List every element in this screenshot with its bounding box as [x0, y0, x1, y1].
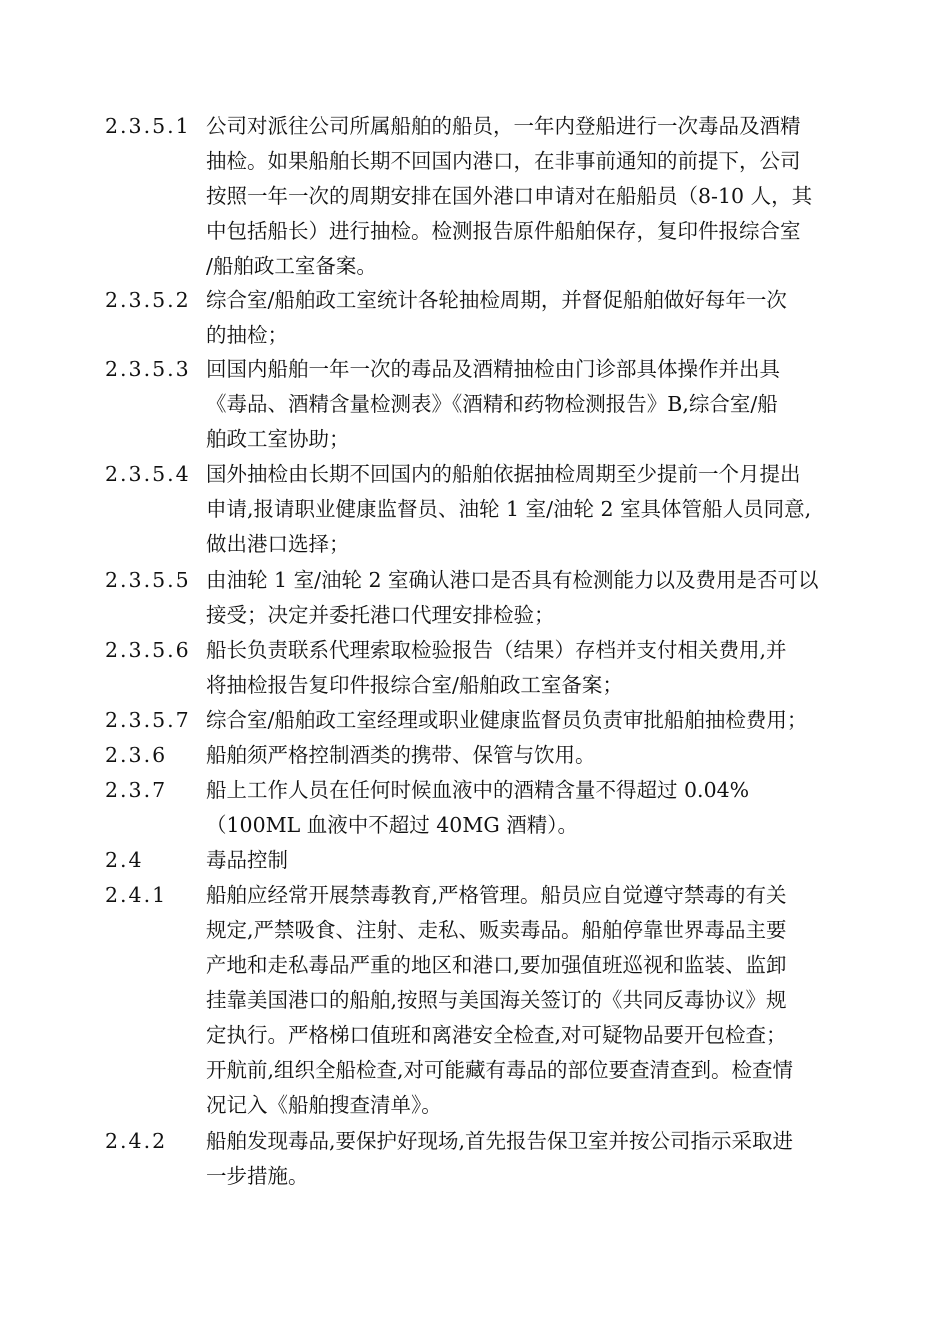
clause-text-line: /船舶政工室备案。: [206, 254, 377, 278]
clause-text-line: 综合室/船舶政工室经理或职业健康监督员负责审批船舶抽检费用；: [206, 708, 808, 732]
clause-text-line: 公司对派往公司所属船舶的船员，一年内登船进行一次毒品及酒精: [206, 114, 801, 138]
clause-text-line: 产地和走私毒品严重的地区和港口,要加强值班巡视和监装、监卸: [206, 953, 787, 977]
clause-text-line: 回国内船舶一年一次的毒品及酒精抽检由门诊部具体操作并出具: [206, 357, 780, 381]
clause-number: 2.3.5.4: [105, 462, 191, 486]
clause-text-line: 开航前,组织全船检查,对可能藏有毒品的部位要查清查到。检查情: [206, 1058, 794, 1082]
clause-number: 2.4.1: [105, 883, 168, 907]
clause-number: 2.3.5.5: [105, 568, 191, 592]
clause-number: 2.4: [105, 848, 144, 872]
clause-text-line: 船舶须严格控制酒类的携带、保管与饮用。: [206, 743, 596, 767]
clause-number: 2.3.7: [105, 778, 168, 802]
clause-text-line: 申请,报请职业健康监督员、油轮 1 室/油轮 2 室具体管船人员同意,: [206, 497, 812, 521]
clause-text-line: 一步措施。: [206, 1164, 309, 1188]
clause-text-line: 将抽检报告复印件报综合室/船舶政工室备案；: [206, 673, 623, 697]
clause-number: 2.3.6: [105, 743, 168, 767]
clause-number: 2.3.5.7: [105, 708, 191, 732]
clause-number: 2.3.5.2: [105, 288, 191, 312]
clause-text-line: 舶政工室协助；: [206, 427, 350, 451]
clause-text-line: 船舶发现毒品,要保护好现场,首先报告保卫室并按公司指示采取进: [206, 1129, 794, 1153]
clause-text-line: 挂靠美国港口的船舶,按照与美国海关签订的《共同反毒协议》规: [206, 988, 787, 1012]
clause-text-line: 定执行。严格梯口值班和离港安全检查,对可疑物品要开包检查；: [206, 1023, 787, 1047]
clause-text-line: 船舶应经常开展禁毒教育,严格管理。船员应自觉遵守禁毒的有关: [206, 883, 787, 907]
clause-text-line: （100ML 血液中不超过 40MG 酒精）。: [206, 813, 578, 837]
clause-text-line: 国外抽检由长期不回国内的船舶依据抽检周期至少提前一个月提出: [206, 462, 801, 486]
clause-text-line: 船上工作人员在任何时候血液中的酒精含量不得超过 0.04%: [206, 778, 750, 802]
clause-number: 2.3.5.1: [105, 114, 191, 138]
section-title: 毒品控制: [206, 848, 288, 872]
clause-text-line: 况记入《船舶搜查清单》。: [206, 1093, 442, 1117]
clause-text-line: 《毒品、酒精含量检测表》《酒精和药物检测报告》B,综合室/船: [206, 392, 778, 416]
clause-number: 2.4.2: [105, 1129, 168, 1153]
clause-text-line: 抽检。如果船舶长期不回国内港口，在非事前通知的前提下，公司: [206, 149, 801, 173]
clause-number: 2.3.5.3: [105, 357, 191, 381]
clause-number: 2.3.5.6: [105, 638, 191, 662]
clause-text-line: 规定,严禁吸食、注射、走私、贩卖毒品。船舶停靠世界毒品主要: [206, 918, 787, 942]
clause-text-line: 综合室/船舶政工室统计各轮抽检周期，并督促船舶做好每年一次: [206, 288, 787, 312]
clause-text-line: 接受；决定并委托港口代理安排检验；: [206, 603, 555, 627]
clause-text-line: 中包括船长）进行抽检。检测报告原件船舶保存，复印件报综合室: [206, 219, 801, 243]
clause-text-line: 由油轮 1 室/油轮 2 室确认港口是否具有检测能力以及费用是否可以: [206, 568, 819, 592]
clause-text-line: 做出港口选择；: [206, 532, 350, 556]
clause-text-line: 船长负责联系代理索取检验报告（结果）存档并支付相关费用,并: [206, 638, 787, 662]
clause-text-line: 的抽检；: [206, 323, 288, 347]
clause-text-line: 按照一年一次的周期安排在国外港口申请对在船船员（8-10 人，其: [206, 184, 813, 208]
